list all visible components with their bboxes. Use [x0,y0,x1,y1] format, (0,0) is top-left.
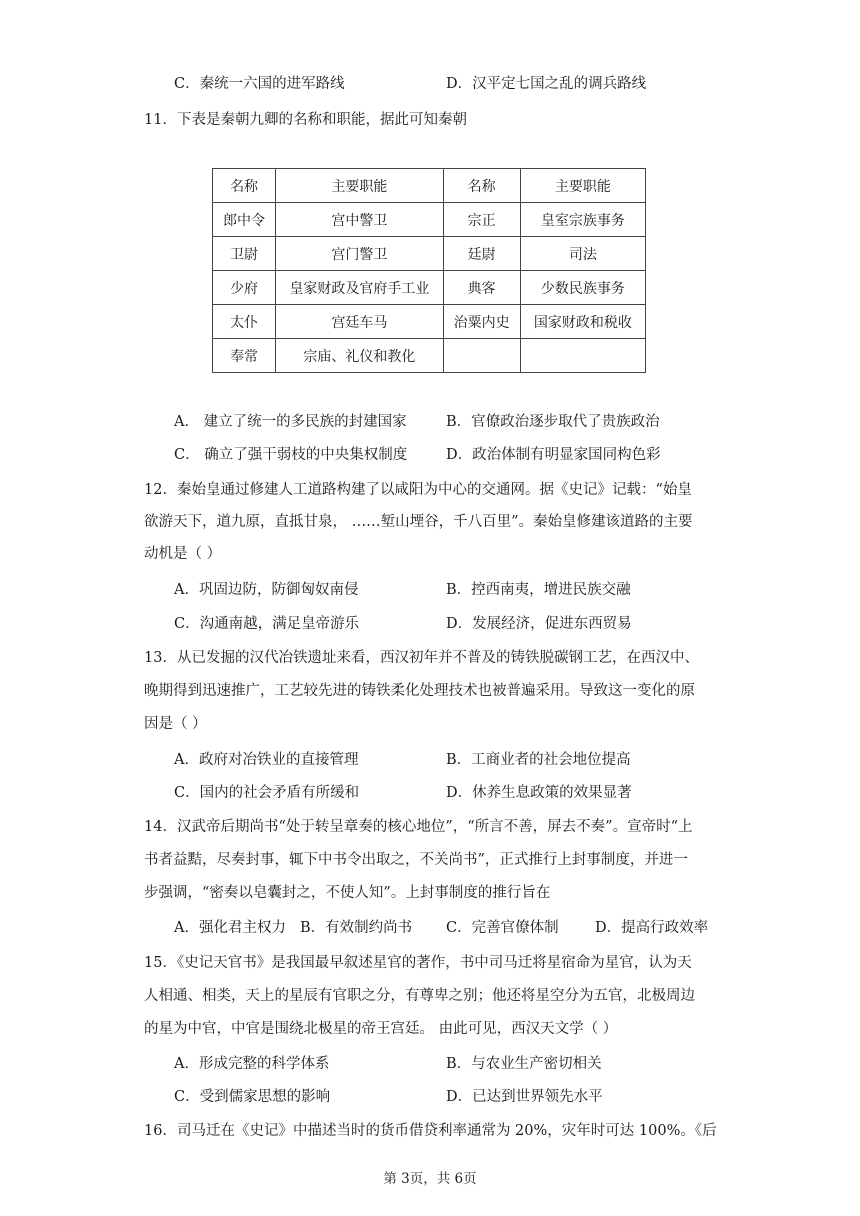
table-cell: 司法 [520,237,645,271]
table-cell: 典客 [443,271,520,305]
table-cell: 郎中令 [213,203,276,237]
q15-option-d: D．已达到世界领先水平 [446,1089,603,1105]
table-cell: 少府 [213,271,276,305]
table-header-cell: 名称 [213,169,276,203]
table-cell: 太仆 [213,305,276,339]
table-header-cell: 主要职能 [520,169,645,203]
q15-option-a: A．形成完整的科学体系 [174,1056,330,1072]
q15-stem-line: 15．《史记天官书》是我国最早叙述星官的著作，书中司马迁将星宿命为星官，认为天 [144,955,692,971]
table-header-cell: 名称 [443,169,520,203]
q10-option-c: C．秦统一六国的进军路线 [174,76,345,92]
table-cell: 宫门警卫 [276,237,443,271]
table-cell: 宫廷车马 [276,305,443,339]
page-footer: 第 3页，共 6页 [383,1171,477,1187]
q12-stem-line: 欲游天下，道九原，直抵甘泉， ……堑山堙谷，千八百里”。秦始皇修建该道路的主要 [144,514,693,530]
q10-option-d: D．汉平定七国之乱的调兵路线 [446,76,647,92]
q14-stem-line: 步强调，“密奏以皂囊封之，不使人知”。上封事制度的推行旨在 [144,885,551,901]
q11-stem: 11．下表是秦朝九卿的名称和职能，据此可知秦朝 [144,112,467,128]
q11-option-d: D．政治体制有明显家国同构色彩 [446,447,661,463]
q13-option-c: C．国内的社会矛盾有所缓和 [174,785,360,801]
q14-option-c: C．完善官僚体制 [446,920,559,936]
table-cell: 奉常 [213,339,276,373]
table-cell: 国家财政和税收 [520,305,645,339]
q15-option-b: B．与农业生产密切相关 [446,1056,602,1072]
q11-option-b: B．官僚政治逐步取代了贵族政治 [446,414,660,430]
q11-option-c: C． 确立了强干弱枝的中央集权制度 [174,447,408,463]
q12-stem-line: 动机是（ ） [144,546,222,562]
q13-option-a: A．政府对冶铁业的直接管理 [174,752,359,768]
table-cell: 皇室宗族事务 [520,203,645,237]
table-row [213,237,646,271]
table-cell: 廷尉 [443,237,520,271]
q14-stem-line: 14．汉武帝后期尚书“处于转呈章奏的核心地位”，“所言不善，屏去不奏”。宣帝时“上 [144,819,693,835]
q13-stem-line: 晚期得到迅速推广，工艺较先进的铸铁柔化处理技术也被普遍采用。导致这一变化的原 [144,683,695,699]
q13-option-b: B．工商业者的社会地位提高 [446,752,631,768]
q15-stem-line: 的星为中官，中官是围绕北极星的帝王宫廷。 由此可见，西汉天文学（ ） [144,1021,618,1037]
q12-option-b: B．控西南夷，增进民族交融 [446,582,631,598]
q12-option-d: D．发展经济，促进东西贸易 [446,616,632,632]
q12-option-c: C．沟通南越，满足皇帝游乐 [174,616,360,632]
q13-option-d: D．休养生息政策的效果显著 [446,785,632,801]
table-header-cell: 主要职能 [276,169,443,203]
table-cell: 少数民族事务 [520,271,645,305]
table-header-row [213,169,646,203]
table-cell [520,339,645,373]
q12-option-a: A．巩固边防，防御匈奴南侵 [174,582,359,598]
table-cell: 卫尉 [213,237,276,271]
table-cell: 宗庙、礼仪和教化 [276,339,443,373]
table-cell [443,339,520,373]
q14-option-b: B．有效制约尚书 [300,920,413,936]
table-cell: 宫中警卫 [276,203,443,237]
table-cell: 宗正 [443,203,520,237]
table-row [213,271,646,305]
nine-ministers-table [212,168,646,373]
q15-stem-line: 人相通、相类，天上的星辰有官职之分，有尊卑之别；他还将星空分为五官，北极周边 [144,988,695,1004]
table-cell: 治粟内史 [443,305,520,339]
table-cell: 皇家财政及官府手工业 [276,271,443,305]
q12-stem-line: 12．秦始皇通过修建人工道路构建了以咸阳为中心的交通网。据《史记》记载：“始皇 [144,482,692,498]
q14-stem-line: 书者益黠，尽奏封事，辄下中书令出取之，不关尚书”，正式推行上封事制度，并进一 [144,852,688,868]
table-row [213,203,646,237]
table-row [213,305,646,339]
q14-option-a: A．强化君主权力 [174,920,286,936]
q16-stem-line: 16．司马迁在《史记》中描述当时的货币借贷利率通常为 20%，灾年时可达 100%。《后 [144,1123,717,1139]
q15-option-c: C．受到儒家思想的影响 [174,1089,331,1105]
table-row [213,339,646,373]
q13-stem-line: 因是（ ） [144,716,207,732]
q14-option-d: D．提高行政效率 [595,920,709,936]
q11-option-a: A． 建立了统一的多民族的封建国家 [174,414,407,430]
q13-stem-line: 13．从已发掘的汉代冶铁遗址来看，西汉初年并不普及的铸铁脱碳钢工艺，在西汉中、 [144,650,699,666]
